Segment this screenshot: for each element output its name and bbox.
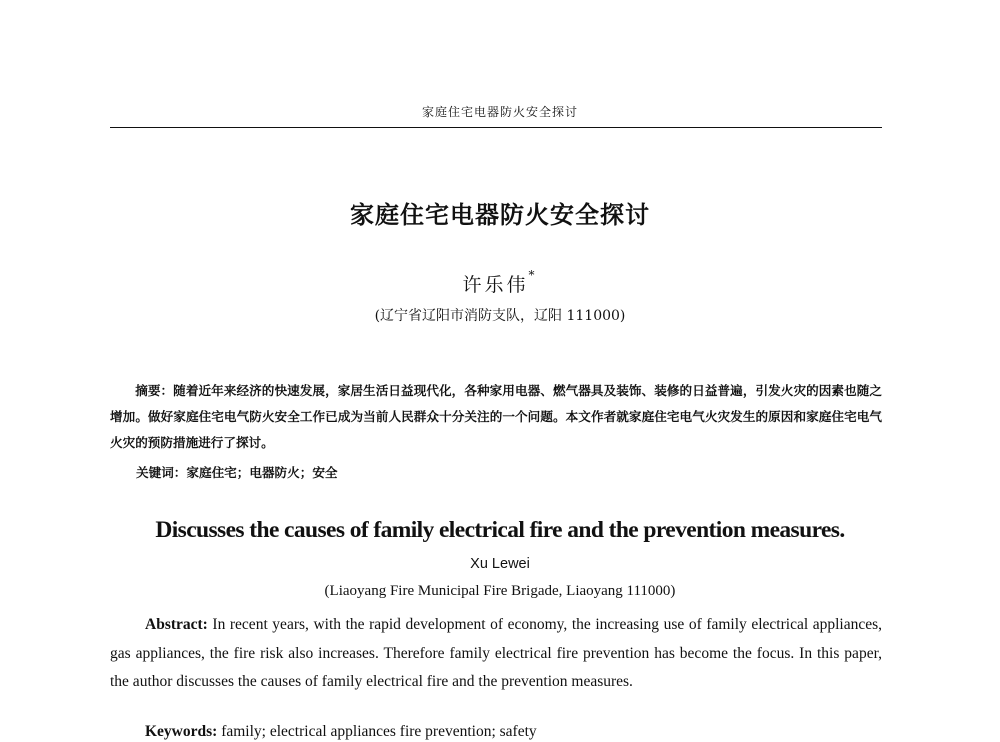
abstract-english-text: In recent years, with the rapid development of economy, the increasing use of family electrical appliances, gas appliances, the fire risk also increases. Therefore family electrical fire prevention has become the focus. In this paper, the author discusses the causes of family electrical fire and the prevention measures. <box>110 616 882 690</box>
affiliation-chinese: (辽宁省辽阳市消防支队，辽阳 111000) <box>374 308 626 324</box>
running-header: 家庭住宅电器防火安全探讨 <box>421 105 578 119</box>
author-chinese <box>0 270 1000 297</box>
keywords-chinese-label: 关键词： <box>136 465 187 480</box>
author-footnote-mark: * <box>528 268 538 282</box>
header-rule <box>110 127 882 128</box>
author-chinese-name: 许乐伟 <box>462 274 529 296</box>
author-english: Xu Lewei <box>470 556 530 572</box>
keywords-english-text: family; electrical appliances fire prevention; safety <box>217 723 537 740</box>
keywords-chinese-text: 家庭住宅；电器防火；安全 <box>186 465 338 480</box>
keywords-english-label: Keywords: <box>145 723 218 740</box>
affiliation-english: (Liaoyang Fire Municipal Fire Brigade, Liaoyang 111000) <box>324 583 676 599</box>
abstract-english <box>110 611 882 697</box>
keywords-english <box>145 723 537 741</box>
keywords-chinese <box>136 462 338 481</box>
title-chinese: 家庭住宅电器防火安全探讨 <box>350 201 650 229</box>
title-english: Discusses the causes of family electrical fire and the prevention measures. <box>155 517 845 543</box>
abstract-chinese <box>110 378 882 456</box>
abstract-chinese-text: 随着近年来经济的快速发展，家居生活日益现代化，各种家用电器、燃气器具及装饰、装修的日益普遍，引发火灾的因素也随之增加。做好家庭住宅电气防火安全工作已成为当前人民群众十分关注的一个问题。本文作者就家庭住宅电气火灾发生的原因和家庭住宅电气火灾的预防措施进行了探讨。 <box>110 383 883 450</box>
abstract-chinese-label: 摘要： <box>135 383 174 398</box>
abstract-english-label: Abstract: <box>145 616 208 633</box>
